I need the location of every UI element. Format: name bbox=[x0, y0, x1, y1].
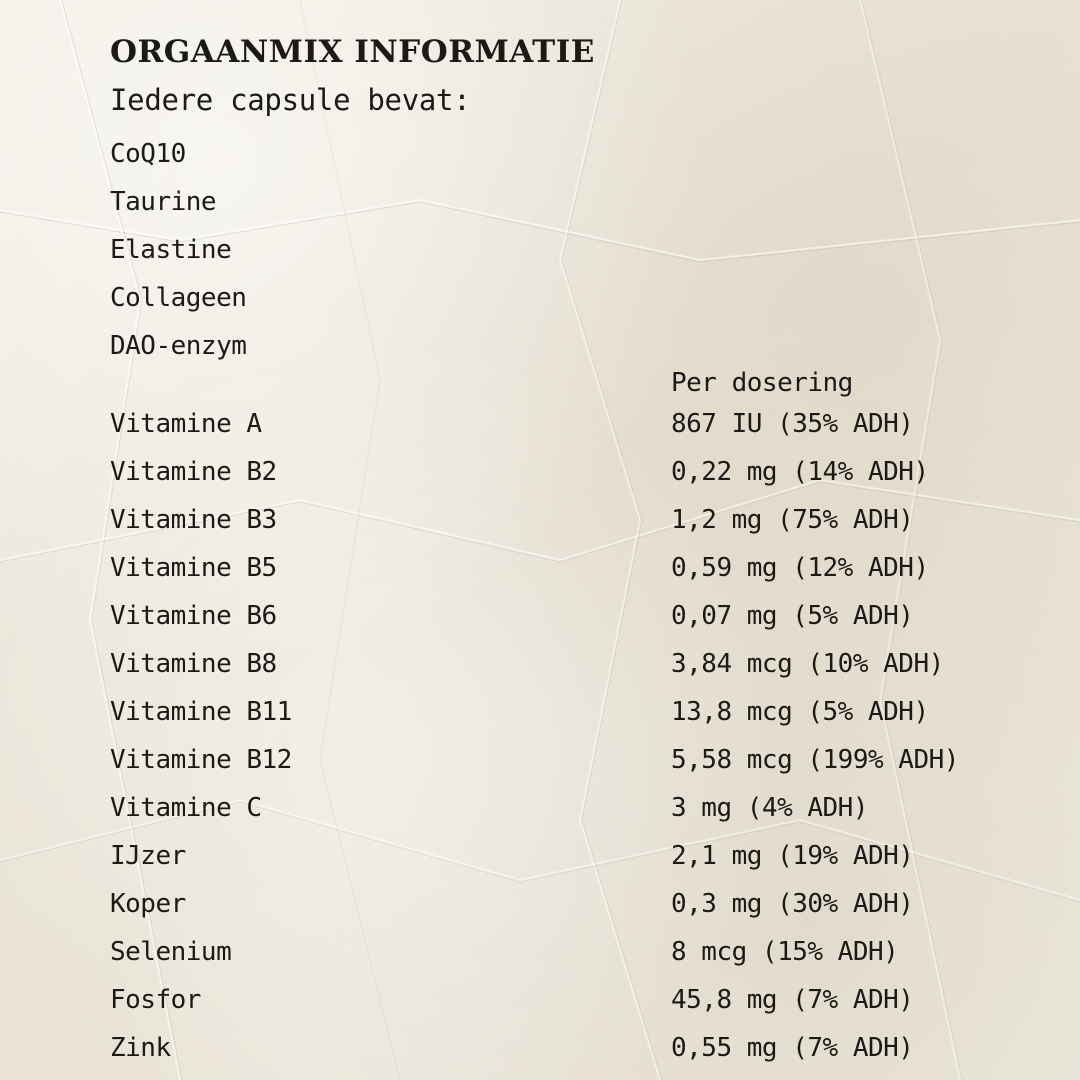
nutrient-amount: 3,84 mcg (10% ADH) bbox=[671, 649, 944, 679]
nutrient-amount: 0,22 mg (14% ADH) bbox=[671, 457, 929, 487]
nutrient-row bbox=[110, 832, 1010, 880]
nutrient-row bbox=[110, 496, 1010, 544]
nutrient-row bbox=[110, 688, 1010, 736]
nutrient-name: Selenium bbox=[110, 937, 232, 967]
nutrient-row bbox=[110, 784, 1010, 832]
nutrient-amount: 0,07 mg (5% ADH) bbox=[671, 601, 914, 631]
nutrient-row bbox=[110, 1024, 1010, 1072]
nutrient-row bbox=[110, 640, 1010, 688]
nutrient-amount: 13,8 mcg (5% ADH) bbox=[671, 697, 929, 727]
nutrient-amount: 2,1 mg (19% ADH) bbox=[671, 841, 914, 871]
nutrient-row bbox=[110, 736, 1010, 784]
nutrient-row bbox=[110, 544, 1010, 592]
nutrient-name: Vitamine A bbox=[110, 409, 262, 439]
nutrient-name: Vitamine B8 bbox=[110, 649, 277, 679]
nutrient-name: Vitamine B11 bbox=[110, 697, 292, 727]
nutrient-amount: 3 mg (4% ADH) bbox=[671, 793, 868, 823]
nutrient-amount: 867 IU (35% ADH) bbox=[671, 409, 914, 439]
nutrient-name: Vitamine B12 bbox=[110, 745, 292, 775]
nutrient-amount: 1,2 mg (75% ADH) bbox=[671, 505, 914, 535]
nutrient-amount: 0,55 mg (7% ADH) bbox=[671, 1033, 914, 1063]
nutrient-amount: 45,8 mg (7% ADH) bbox=[671, 985, 914, 1015]
ingredient-item: Collageen bbox=[110, 283, 247, 313]
ingredient-item: Elastine bbox=[110, 235, 232, 265]
ingredient-item: Taurine bbox=[110, 187, 217, 217]
nutrient-row bbox=[110, 400, 1010, 448]
page-title: ORGAANMIX INFORMATIE bbox=[110, 34, 595, 70]
nutrient-name: Zink bbox=[110, 1033, 171, 1063]
nutrient-row bbox=[110, 976, 1010, 1024]
ingredient-item: CoQ10 bbox=[110, 139, 186, 169]
nutrient-name: Vitamine B2 bbox=[110, 457, 277, 487]
nutrient-name: IJzer bbox=[110, 841, 186, 871]
nutrient-row bbox=[110, 592, 1010, 640]
nutrient-row bbox=[110, 448, 1010, 496]
dose-column-header: Per dosering bbox=[671, 368, 853, 398]
ingredient-list bbox=[110, 130, 246, 370]
nutrient-name: Vitamine B6 bbox=[110, 601, 277, 631]
nutrient-row bbox=[110, 880, 1010, 928]
nutrient-amount: 5,58 mcg (199% ADH) bbox=[671, 745, 959, 775]
ingredient-item: DAO-enzym bbox=[110, 331, 247, 361]
nutrient-amount: 0,59 mg (12% ADH) bbox=[671, 553, 929, 583]
nutrient-row bbox=[110, 928, 1010, 976]
nutrient-amount: 0,3 mg (30% ADH) bbox=[671, 889, 914, 919]
nutrient-name: Vitamine B3 bbox=[110, 505, 277, 535]
nutrient-amount: 8 mcg (15% ADH) bbox=[671, 937, 899, 967]
nutrient-name: Fosfor bbox=[110, 985, 201, 1015]
nutrient-name: Koper bbox=[110, 889, 186, 919]
nutrient-name: Vitamine C bbox=[110, 793, 262, 823]
subtitle: Iedere capsule bevat: bbox=[110, 83, 471, 117]
nutrient-table bbox=[110, 400, 1010, 1072]
nutrient-name: Vitamine B5 bbox=[110, 553, 277, 583]
